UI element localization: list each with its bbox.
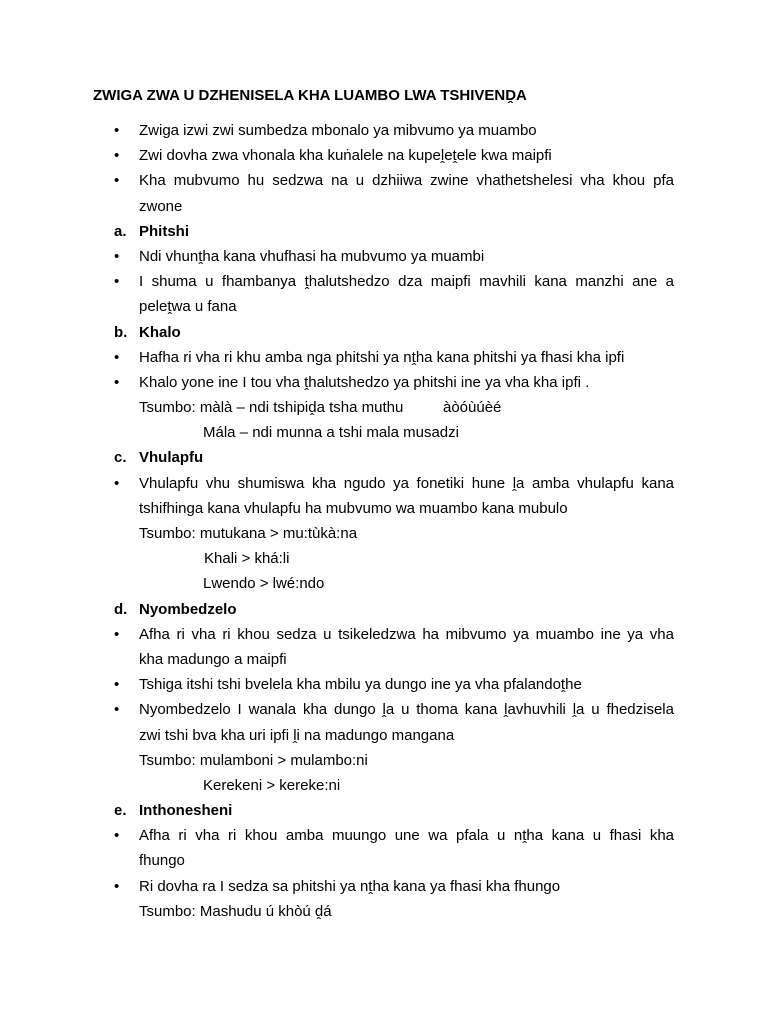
- bullet-icon: •: [114, 625, 120, 643]
- bullet-icon: •: [114, 172, 120, 190]
- list-item: [0, 244, 768, 269]
- example-text: Tsumbo: mulamboni > mulambo:ni: [139, 751, 368, 769]
- example-line: [0, 748, 768, 773]
- bullet-icon: •: [114, 877, 120, 895]
- list-item-continuation: [0, 194, 768, 219]
- bullet-icon: •: [114, 348, 120, 366]
- tone-marks: àòóùúèé: [443, 399, 502, 417]
- list-item: [0, 269, 768, 294]
- bullet-icon: •: [114, 147, 120, 165]
- section-heading-nyombedzelo: [0, 597, 768, 622]
- example-line: [0, 571, 768, 596]
- section-heading: Nyombedzelo: [139, 600, 237, 618]
- list-item: [0, 672, 768, 697]
- list-item-continuation: [0, 848, 768, 873]
- list-item-text: Khalo yone ine I tou vha ṱhalutshedzo ya phitshi ine ya vha kha ipfi .: [139, 373, 590, 391]
- list-item-text: tshifhinga kana vhulapfu ha mubvumo wa muambo kana mubulo: [139, 499, 568, 517]
- list-item-text: Zwi dovha zwa vhonala kha kuṅalele na kupeḽeṱele kwa maipfi: [139, 147, 552, 165]
- bullet-icon: •: [114, 474, 120, 492]
- bullet-icon: •: [114, 273, 120, 291]
- list-item-continuation: [0, 647, 768, 672]
- list-item: [0, 874, 768, 899]
- list-item: [0, 345, 768, 370]
- example-text: Tsumbo: màlà – ndi tshipiḓa tsha muthu: [139, 399, 404, 417]
- example-text: Tsumbo: mutukana > mu:tùkà:na: [139, 525, 358, 542]
- bullet-icon: •: [114, 247, 120, 265]
- list-item-text: Vhulapfu vhu shumiswa kha ngudo ya fonetiki hune ḽa amba vhulapfu kana: [139, 474, 674, 492]
- section-heading: Inthonesheni: [139, 802, 233, 820]
- section-heading-phitshi: [0, 219, 768, 244]
- section-label: b.: [114, 323, 128, 341]
- list-item-text: peleṱwa u fana: [139, 298, 237, 316]
- list-item-text: Zwiga izwi zwi sumbedza mbonalo ya mibvumo ya muambo: [139, 122, 537, 139]
- list-item-text: Hafha ri vha ri khu amba nga phitshi ya nṱha kana phitshi ya fhasi kha ipfi: [139, 348, 625, 366]
- section-heading: Phitshi: [139, 222, 190, 240]
- example-line: [0, 773, 768, 798]
- list-item: [0, 143, 768, 168]
- section-heading: Khalo: [139, 323, 181, 341]
- section-label: c.: [114, 449, 127, 467]
- list-item-text: Nyombedzelo I wanala kha dungo ḽa u thoma kana ḽavhuvhili ḽa u fhedzisela: [139, 701, 674, 719]
- list-item: [0, 370, 768, 395]
- list-item-text: Ri dovha ra I sedza sa phitshi ya nṱha kana ya fhasi kha fhungo: [139, 877, 561, 895]
- list-item-text: I shuma u fhambanya ṱhalutshedzo dza maipfi mavhili kana manzhi ane a: [139, 273, 674, 291]
- section-heading-khalo: [0, 320, 768, 345]
- example-line: [0, 395, 768, 420]
- list-item: [0, 118, 768, 143]
- list-item: [0, 471, 768, 496]
- example-line: [0, 546, 768, 571]
- list-item-text: Afha ri vha ri khou sedza u tsikeledzwa ha mibvumo ya muambo ine ya vha: [139, 625, 674, 643]
- example-text: Khali > khá:li: [204, 550, 290, 568]
- bullet-icon: •: [114, 701, 120, 719]
- list-item-text: fhungo: [139, 852, 185, 870]
- section-heading-vhulapfu: [0, 445, 768, 470]
- list-item: [0, 697, 768, 722]
- bullet-icon: •: [114, 373, 120, 391]
- list-item: [0, 622, 768, 647]
- section-heading-inthonesheni: [0, 798, 768, 823]
- list-item-text: zwi tshi bva kha uri ipfi ḽi na madungo mangana: [139, 726, 455, 744]
- example-text: Tsumbo: Mashudu ú khòú ḓá: [139, 902, 332, 920]
- example-line: [0, 420, 768, 445]
- list-item-text: Afha ri vha ri khou amba muungo une wa pfala u nṱha kana u fhasi kha: [139, 827, 674, 845]
- list-item-text: Tshiga itshi tshi bvelela kha mbilu ya dungo ine ya vha pfalandoṱhe: [139, 676, 582, 694]
- section-label: d.: [114, 600, 128, 618]
- list-item-text: zwone: [139, 197, 183, 215]
- page-title: ZWIGA ZWA U DZHENISELA KHA LUAMBO LWA TSHIVENḒA: [93, 87, 527, 104]
- example-text: Mála – ndi munna a tshi mala musadzi: [203, 424, 459, 442]
- example-text: Kerekeni > kereke:ni: [203, 776, 341, 794]
- section-label: a.: [114, 222, 127, 240]
- bullet-icon: •: [114, 827, 120, 845]
- document-body: [0, 118, 768, 924]
- section-heading: Vhulapfu: [139, 449, 204, 467]
- list-item-text: Ndi vhunṱha kana vhufhasi ha mubvumo ya muambi: [139, 247, 485, 265]
- bullet-icon: •: [114, 676, 120, 694]
- list-item-text: Kha mubvumo hu sedzwa na u dzhiiwa zwine vhathetshelesi vha khou pfa: [139, 172, 674, 190]
- example-line: [0, 521, 768, 546]
- list-item-text: kha madungo a maipfi: [139, 650, 287, 668]
- list-item: [0, 168, 768, 193]
- example-line: [0, 899, 768, 924]
- list-item-continuation: [0, 294, 768, 319]
- list-item-continuation: [0, 496, 768, 521]
- list-item-continuation: [0, 723, 768, 748]
- bullet-icon: •: [114, 122, 120, 139]
- section-label: e.: [114, 802, 127, 820]
- list-item: [0, 823, 768, 848]
- example-text: Lwendo > lwé:ndo: [203, 575, 325, 593]
